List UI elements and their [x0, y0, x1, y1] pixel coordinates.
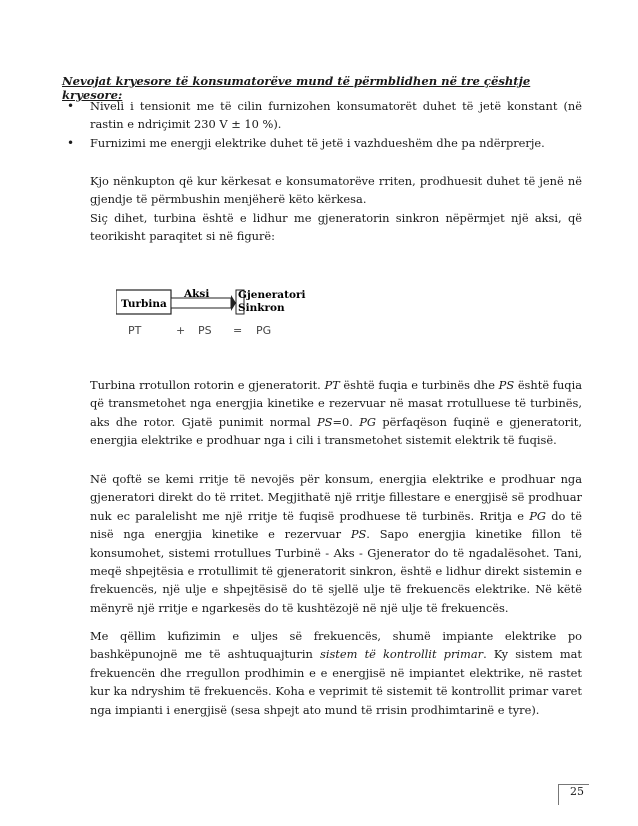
- shaft-label: Aksi: [184, 288, 210, 300]
- text-run: . Sapo energjia kinetike fillon të konsumohet, sistemi rrotullues Turbinë - Aks - Gjenerator do të ngadalësohet. Tani, meqë shpejtësia e rrotullimit të gjeneratorit sinkron, është e lidhur direkt sistemin e frekuencës, një ulje e shpejtësisë do të sjellë ulje të frekuencës elektrike. Në këtë mënyrë një rritje e ngarkesës do të kushtëzojë në një ulje të frekuencës.: [90, 527, 582, 615]
- text-run: Turbina rrotullon rotorin e gjeneratorit.: [90, 378, 325, 392]
- text-run: Me qëllim kufizimin e uljes së frekuencës, shumë impiante elektrike po bashkëpunojnë me të ashtuquajturin: [90, 629, 582, 662]
- list-item-text: Furnizimi me energji elektrike duhet të jetë i vazhdueshëm dhe pa ndërprerje.: [90, 136, 545, 150]
- ps-label: PS: [198, 324, 212, 337]
- paragraph-text: Siç dihet, turbina është e lidhur me gjeneratorin sinkron nëpërmjet një aksi, që teorikisht paraqitet si në figurë:: [90, 210, 582, 244]
- text-run: përfaqëson fuqinë e gjeneratorit, energjia elektrike e prodhuar nga i cili i transmetohet sistemit elektrik të fuqisë.: [90, 414, 582, 448]
- plus-sign: +: [176, 324, 186, 337]
- paragraph-intro: [90, 172, 582, 246]
- paragraph-demand: [90, 470, 582, 617]
- bullet-icon: •: [67, 136, 75, 150]
- symbol-pg: PG: [529, 508, 546, 523]
- list-item: [62, 98, 582, 133]
- pg-label: PG: [256, 324, 272, 337]
- turbine-generator-diagram: [116, 286, 316, 346]
- symbol-ps: PS: [498, 378, 515, 392]
- equals-sign: =: [233, 324, 243, 337]
- paragraph-primary-control: [90, 627, 582, 719]
- text-run: . Ky sistem mat frekuencën dhe rregullon prodhimin e e energjisë në impiantet elektrike, në rastet kur ka ndryshim të frekuencës. Koha e veprimit të sistemit të kontrollit primar varet nga impianti i energjisë (sesa shpejt ato mund të rrisin prodhimtarinë e tyre).: [90, 647, 582, 717]
- list-item-text: Niveli i tensionit me të cilin furnizohen konsumatorët duhet të jetë konstant (në rastin e ndriçimit 230 V ± 10 %).: [90, 99, 582, 131]
- pt-label: PT: [128, 324, 142, 337]
- symbol-ps: PS: [316, 414, 333, 429]
- symbol-pg: PG: [359, 414, 376, 429]
- text-run: është fuqia e turbinës dhe: [339, 378, 499, 392]
- symbol-pt: PT: [324, 378, 340, 392]
- generator-label-line2: Sinkron: [238, 302, 285, 314]
- list-item: [62, 135, 582, 153]
- paragraph-turbine: [90, 376, 582, 450]
- text-run: është fuqia që transmetohet nga energjia kinetike e rezervuar në masat rrotulluese të turbinës, aks dhe rotor. Gjatë punimit normal: [90, 378, 583, 429]
- paragraph-text: Kjo nënkupton që kur kërkesat e konsumatorëve rriten, prodhuesit duhet të jenë në gjendje të përmbushin menjëherë këto kërkesa.: [90, 174, 582, 207]
- text-run: Në qoftë se kemi rritje të nevojës për konsum, energjia elektrike e prodhuar nga gjeneratori direkt do të rritet. Megjithatë një rritje fillestare e energjisë së prodhuar nuk ec paralelisht me një rritje të fuqisë prodhuese të turbinës. Rritja e: [90, 472, 582, 523]
- symbol-ps: PS: [350, 527, 367, 542]
- bullet-icon: •: [67, 99, 75, 113]
- text-run: do të nisë nga energjia kinetike e rezervuar: [90, 508, 582, 542]
- page-number: 25: [570, 785, 584, 798]
- requirements-list: [62, 98, 582, 155]
- text-run: =0.: [332, 414, 360, 429]
- generator-label-line1: Gjeneratori: [238, 289, 306, 301]
- arrow-right-icon: [231, 295, 236, 311]
- emphasis-term: sistem të kontrollit primar: [319, 647, 484, 662]
- section-heading: Nevojat kryesore të konsumatorëve mund të përmblidhen në tre çështje kryesore:: [62, 74, 531, 102]
- turbine-label: Turbina: [121, 298, 167, 310]
